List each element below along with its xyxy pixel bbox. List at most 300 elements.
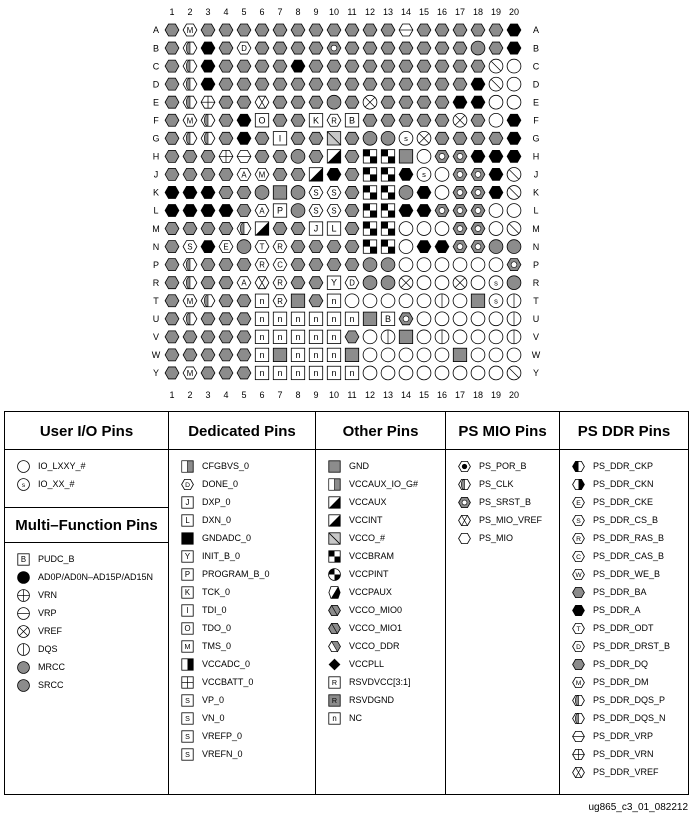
pin-V3 xyxy=(201,331,215,343)
pin-L15 xyxy=(417,204,431,216)
pin-R6 xyxy=(255,277,269,289)
mrcc-icon xyxy=(17,661,30,674)
pin-M7 xyxy=(273,223,287,235)
legend-entry xyxy=(316,457,445,475)
svg-text:I: I xyxy=(186,605,189,615)
svg-text:I: I xyxy=(278,133,282,144)
ps-ddr-drst-b-icon xyxy=(572,640,585,653)
row-label-right: N xyxy=(532,241,540,252)
column-label-top: 5 xyxy=(241,7,247,17)
legend-entry xyxy=(560,745,688,763)
pin-Y13 xyxy=(381,366,395,380)
pin-E14 xyxy=(399,96,413,108)
legend-column-other xyxy=(316,412,446,794)
row-label-left: G xyxy=(152,133,160,144)
pin-W15 xyxy=(417,348,431,362)
vp-icon xyxy=(181,694,194,707)
pin-T12 xyxy=(363,294,377,308)
legend-entry xyxy=(446,493,559,511)
pin-R16 xyxy=(435,276,449,290)
pin-B20 xyxy=(507,42,521,54)
pin-J12 xyxy=(363,168,376,181)
pin-H16 xyxy=(435,150,449,162)
column-label-bottom: 8 xyxy=(295,390,301,400)
pin-R12 xyxy=(363,276,377,290)
vccbatt-icon xyxy=(181,676,194,689)
pin-A13 xyxy=(381,24,395,36)
tdi-icon xyxy=(181,604,194,617)
pin-A6 xyxy=(255,24,269,36)
legend-entry xyxy=(560,763,688,781)
pin-D19 xyxy=(489,77,503,91)
pin-N14 xyxy=(399,240,413,254)
rsvdgnd-icon xyxy=(328,694,341,707)
pin-B2 xyxy=(183,42,197,54)
svg-text:T: T xyxy=(259,242,265,252)
pin-U17 xyxy=(453,312,467,326)
legend-entry xyxy=(446,511,559,529)
legend-entry xyxy=(560,637,688,655)
svg-text:R: R xyxy=(331,678,338,687)
row-label-left: N xyxy=(152,241,160,252)
legend-entry-label: PS_DDR_WE_B xyxy=(593,569,661,579)
pin-R9 xyxy=(309,277,323,289)
svg-text:n: n xyxy=(259,367,265,378)
pin-J3 xyxy=(201,168,215,180)
pin-L9 xyxy=(309,204,323,216)
row-label-right: F xyxy=(533,115,539,126)
pin-L11 xyxy=(345,204,359,216)
svg-text:P: P xyxy=(276,205,284,216)
pin-H10 xyxy=(327,150,340,163)
legend-entries-ps-ddr xyxy=(560,450,688,781)
legend-entry-label: PS_DDR_VREF xyxy=(593,767,659,777)
pin-K10 xyxy=(327,186,341,198)
row-label-right: B xyxy=(532,43,540,54)
pin-G11 xyxy=(345,132,359,144)
legend-entry-label: PS_DDR_RAS_B xyxy=(593,533,665,543)
nc-icon xyxy=(328,712,341,725)
legend-entry-label: NC xyxy=(349,713,362,723)
pin-M12 xyxy=(363,222,376,235)
pin-E16 xyxy=(435,96,449,108)
pin-T19 xyxy=(489,294,503,308)
dqs-icon xyxy=(17,643,30,656)
pin-P15 xyxy=(417,258,431,272)
pin-L7 xyxy=(273,204,286,217)
pin-W16 xyxy=(435,348,449,362)
column-label-bottom: 13 xyxy=(382,390,394,400)
legend-entry xyxy=(169,727,315,745)
pin-T10 xyxy=(327,294,340,307)
pin-V17 xyxy=(453,330,467,344)
svg-text:B: B xyxy=(384,313,392,324)
svg-text:A: A xyxy=(241,278,247,288)
svg-text:s: s xyxy=(494,296,498,306)
svg-text:A: A xyxy=(241,170,247,180)
svg-text:M: M xyxy=(186,296,194,306)
pin-J11 xyxy=(345,168,359,180)
pin-A15 xyxy=(417,24,431,36)
pin-G6 xyxy=(255,132,269,144)
vrefn-icon xyxy=(181,748,194,761)
legend-entry xyxy=(169,601,315,619)
legend-entry xyxy=(169,619,315,637)
column-label-bottom: 14 xyxy=(400,390,412,400)
pin-J1 xyxy=(165,168,179,180)
pin-L3 xyxy=(201,204,215,216)
svg-text:n: n xyxy=(349,367,355,378)
svg-text:O: O xyxy=(184,623,191,633)
pin-J14 xyxy=(399,168,413,180)
pin-R15 xyxy=(417,276,431,290)
pin-G20 xyxy=(507,132,521,144)
pin-J5 xyxy=(237,168,251,180)
row-label-right: C xyxy=(532,61,540,72)
row-label-right: K xyxy=(532,187,540,198)
pin-M4 xyxy=(219,223,233,235)
pin-T4 xyxy=(219,295,233,307)
pin-E20 xyxy=(507,95,521,109)
vn-icon xyxy=(181,712,194,725)
svg-text:J: J xyxy=(313,223,319,234)
legend-entry-label: DXN_0 xyxy=(202,515,232,525)
pin-U5 xyxy=(237,313,251,325)
column-label-top: 12 xyxy=(364,7,376,17)
legend-entries-user-io xyxy=(5,450,168,493)
pin-T5 xyxy=(237,295,251,307)
pin-J20 xyxy=(507,168,521,182)
pin-C1 xyxy=(165,60,179,72)
pin-C16 xyxy=(435,60,449,72)
pin-R19 xyxy=(489,276,503,290)
legend-entry xyxy=(446,475,559,493)
pin-N13 xyxy=(381,240,394,253)
pin-B12 xyxy=(363,42,377,54)
pin-K6 xyxy=(255,186,269,200)
pin-V6 xyxy=(255,330,268,343)
legend-entry xyxy=(5,550,168,568)
row-label-left: T xyxy=(153,295,159,306)
pin-U9 xyxy=(309,312,322,325)
legend-entry-label: PS_DDR_VRP xyxy=(593,731,654,741)
legend-entry-label: GNDADC_0 xyxy=(202,533,252,543)
legend-entry xyxy=(560,547,688,565)
pin-L5 xyxy=(237,204,251,216)
row-label-right: G xyxy=(532,133,540,144)
ps-ddr-vrp-icon xyxy=(572,730,585,743)
legend-entry-label: PS_DDR_CKN xyxy=(593,479,654,489)
pin-C19 xyxy=(489,59,503,73)
pin-E9 xyxy=(309,96,323,108)
column-label-top: 17 xyxy=(454,7,466,17)
pin-H17 xyxy=(453,150,467,162)
pin-P6 xyxy=(255,259,269,271)
legend-entry-label: AD0P/AD0N–AD15P/AD15N xyxy=(38,572,154,582)
column-label-bottom: 5 xyxy=(241,390,247,400)
pin-W2 xyxy=(183,349,197,361)
pin-D1 xyxy=(165,78,179,90)
legend-entry xyxy=(560,601,688,619)
pin-U14 xyxy=(399,313,413,325)
pin-W5 xyxy=(237,349,251,361)
pin-H6 xyxy=(255,150,269,162)
legend-entry-label: SRCC xyxy=(38,680,64,690)
ps-ddr-we-b-icon xyxy=(572,568,585,581)
pin-K16 xyxy=(435,186,449,200)
pin-F2 xyxy=(183,114,197,126)
ps-ddr-dm-icon xyxy=(572,676,585,689)
pin-G19 xyxy=(489,132,503,144)
pin-C11 xyxy=(345,60,359,72)
pin-E12 xyxy=(363,95,377,109)
pin-R14 xyxy=(399,276,413,290)
legend-entry-label: RSVDGND xyxy=(349,695,395,705)
pin-C3 xyxy=(201,60,215,72)
pin-H8 xyxy=(291,149,305,163)
legend-entry-label: RSVDVCC[3:1] xyxy=(349,677,411,687)
pin-L8 xyxy=(291,204,305,218)
pin-V19 xyxy=(489,330,503,344)
legend-entry xyxy=(560,583,688,601)
pin-J13 xyxy=(381,168,394,181)
column-label-bottom: 18 xyxy=(472,390,484,400)
ps-ddr-vref-icon xyxy=(572,766,585,779)
pin-B5 xyxy=(237,42,251,54)
legend-title-other: Other Pins xyxy=(316,412,445,450)
pin-R13 xyxy=(381,276,395,290)
tms-icon xyxy=(181,640,194,653)
pin-N10 xyxy=(327,241,341,253)
pin-W3 xyxy=(201,349,215,361)
svg-text:n: n xyxy=(295,349,301,360)
pin-R18 xyxy=(471,276,485,290)
svg-text:K: K xyxy=(184,587,191,597)
ps-ddr-ckp-icon xyxy=(572,460,585,473)
legend-entry-label: VCCO_MIO1 xyxy=(349,623,403,633)
legend-entry-label: PUDC_B xyxy=(38,554,75,564)
pin-B17 xyxy=(453,42,467,54)
row-label-right: L xyxy=(533,205,539,216)
pin-Y7 xyxy=(273,366,286,379)
svg-text:n: n xyxy=(295,313,301,324)
pin-B18 xyxy=(471,41,485,55)
pin-C9 xyxy=(309,60,323,72)
pin-Y17 xyxy=(453,366,467,380)
pin-A4 xyxy=(219,24,233,36)
legend-entry-label: PS_MIO xyxy=(479,533,514,543)
pin-E7 xyxy=(273,96,287,108)
column-label-top: 2 xyxy=(187,7,193,17)
legend-entry xyxy=(5,457,168,475)
pin-P8 xyxy=(291,259,305,271)
pin-R2 xyxy=(183,277,197,289)
pin-L16 xyxy=(435,204,449,216)
pin-R1 xyxy=(165,277,179,289)
legend-entry xyxy=(560,655,688,673)
ps-ddr-ckn-icon xyxy=(572,478,585,491)
svg-text:S: S xyxy=(185,732,190,741)
legend-entry xyxy=(316,655,445,673)
svg-text:B: B xyxy=(348,115,356,126)
pin-C18 xyxy=(471,60,485,72)
legend-entry xyxy=(5,658,168,676)
legend-entry-label: VCCBATT_0 xyxy=(202,677,254,687)
row-label-right: T xyxy=(533,295,539,306)
svg-text:s: s xyxy=(404,134,408,143)
pin-W8 xyxy=(291,348,304,361)
svg-text:M: M xyxy=(186,368,194,378)
pin-P14 xyxy=(399,258,413,272)
svg-text:n: n xyxy=(313,349,319,360)
svg-text:R: R xyxy=(277,296,283,306)
ps-ddr-odt-icon xyxy=(572,622,585,635)
pin-U7 xyxy=(273,312,286,325)
column-label-top: 20 xyxy=(508,7,520,17)
tck-icon xyxy=(181,586,194,599)
pin-F16 xyxy=(435,114,449,126)
vccpaux-icon xyxy=(328,586,341,599)
gndadc-icon xyxy=(181,532,194,545)
legend-entry-label: PS_DDR_DRST_B xyxy=(593,641,671,651)
legend-entry xyxy=(316,547,445,565)
legend-entry xyxy=(169,673,315,691)
pin-Y6 xyxy=(255,366,268,379)
legend-entry xyxy=(316,709,445,727)
pin-V11 xyxy=(345,331,359,343)
column-label-bottom: 4 xyxy=(223,390,229,400)
column-label-top: 3 xyxy=(205,7,211,17)
figure-id-caption: ug865_c3_01_082212 xyxy=(588,802,688,813)
column-label-bottom: 20 xyxy=(508,390,520,400)
pin-F13 xyxy=(381,114,395,126)
pin-M3 xyxy=(201,223,215,235)
pin-J8 xyxy=(291,168,305,180)
svg-text:S: S xyxy=(576,517,581,525)
pin-P9 xyxy=(309,259,323,271)
pin-G9 xyxy=(309,132,323,144)
column-label-bottom: 7 xyxy=(277,390,283,400)
legend-entry-label: VCCPINT xyxy=(349,569,389,579)
legend-title-multi-function: Multi–Function Pins xyxy=(5,507,168,543)
legend-entry-label: PS_DDR_ODT xyxy=(593,623,654,633)
pin-B13 xyxy=(381,42,395,54)
svg-text:J: J xyxy=(185,497,190,507)
legend-entry-label: TDI_0 xyxy=(202,605,227,615)
pin-C2 xyxy=(183,60,197,72)
legend-entry-label: VCCBRAM xyxy=(349,551,395,561)
ps-mio-vref-icon xyxy=(458,514,471,527)
column-label-bottom: 10 xyxy=(328,390,340,400)
pin-C4 xyxy=(219,60,233,72)
pin-N2 xyxy=(183,241,197,253)
pin-B6 xyxy=(255,42,269,54)
pin-V12 xyxy=(363,330,377,344)
legend-entry-label: VCCAUX_IO_G# xyxy=(349,479,419,489)
row-label-left: E xyxy=(152,97,160,108)
pin-T20 xyxy=(507,294,521,308)
pin-J10 xyxy=(327,168,341,180)
pin-G5 xyxy=(237,132,251,144)
legend-entry-label: VP_0 xyxy=(202,695,225,705)
ps-clk-icon xyxy=(458,478,471,491)
pin-A7 xyxy=(273,24,287,36)
svg-text:M: M xyxy=(186,116,194,126)
pin-R10 xyxy=(327,276,340,289)
ps-mio-icon xyxy=(458,532,471,545)
pin-U8 xyxy=(291,312,304,325)
vccint-icon xyxy=(328,514,341,527)
legend-entry xyxy=(169,655,315,673)
row-label-left: W xyxy=(151,350,161,361)
pin-N6 xyxy=(255,241,269,253)
svg-text:n: n xyxy=(349,313,355,324)
pin-P5 xyxy=(237,259,251,271)
pin-W14 xyxy=(399,348,413,362)
pin-C5 xyxy=(237,60,251,72)
legend-entry-label: PS_DDR_DQ xyxy=(593,659,649,669)
pin-A3 xyxy=(201,24,215,36)
pin-J2 xyxy=(183,168,197,180)
ps-ddr-a-icon xyxy=(572,604,585,617)
legend-title-ps-mio: PS MIO Pins xyxy=(446,412,559,450)
pin-H14 xyxy=(399,150,412,163)
column-label-top: 13 xyxy=(382,7,394,17)
pin-M18 xyxy=(471,223,485,235)
row-label-right: M xyxy=(532,223,540,234)
pin-M17 xyxy=(453,223,467,235)
pin-D7 xyxy=(273,78,287,90)
pin-V4 xyxy=(219,331,233,343)
legend-entry-label: PS_DDR_A xyxy=(593,605,641,615)
svg-text:D: D xyxy=(576,643,581,651)
pin-Y8 xyxy=(291,366,304,379)
pin-A17 xyxy=(453,24,467,36)
pin-R11 xyxy=(345,277,359,289)
legend-entry xyxy=(560,673,688,691)
svg-text:n: n xyxy=(259,313,265,324)
svg-text:R: R xyxy=(331,696,338,705)
vrn-icon xyxy=(17,589,30,602)
column-label-top: 11 xyxy=(347,7,357,17)
pin-B16 xyxy=(435,42,449,54)
legend-entry xyxy=(5,640,168,658)
row-label-right: E xyxy=(532,97,540,108)
pin-D6 xyxy=(255,78,269,90)
pin-F1 xyxy=(165,114,179,126)
pin-E6 xyxy=(255,96,269,108)
legend-entry xyxy=(169,511,315,529)
pin-W19 xyxy=(489,348,503,362)
legend-entry xyxy=(169,529,315,547)
svg-text:S: S xyxy=(313,188,319,198)
pin-E4 xyxy=(219,96,233,108)
pin-L14 xyxy=(399,204,413,216)
vccpll-icon xyxy=(328,658,341,671)
pin-B14 xyxy=(399,42,413,54)
pin-C17 xyxy=(453,60,467,72)
legend-entry xyxy=(5,568,168,586)
pin-W7 xyxy=(273,348,286,361)
svg-text:M: M xyxy=(186,26,194,35)
row-label-left: P xyxy=(152,259,160,270)
pin-R4 xyxy=(219,277,233,289)
pin-F20 xyxy=(507,114,521,126)
legend-entry-label: TDO_0 xyxy=(202,623,232,633)
legend-entry-label: VCCO_MIO0 xyxy=(349,605,403,615)
row-label-right: A xyxy=(532,25,540,36)
pin-L4 xyxy=(219,204,233,216)
